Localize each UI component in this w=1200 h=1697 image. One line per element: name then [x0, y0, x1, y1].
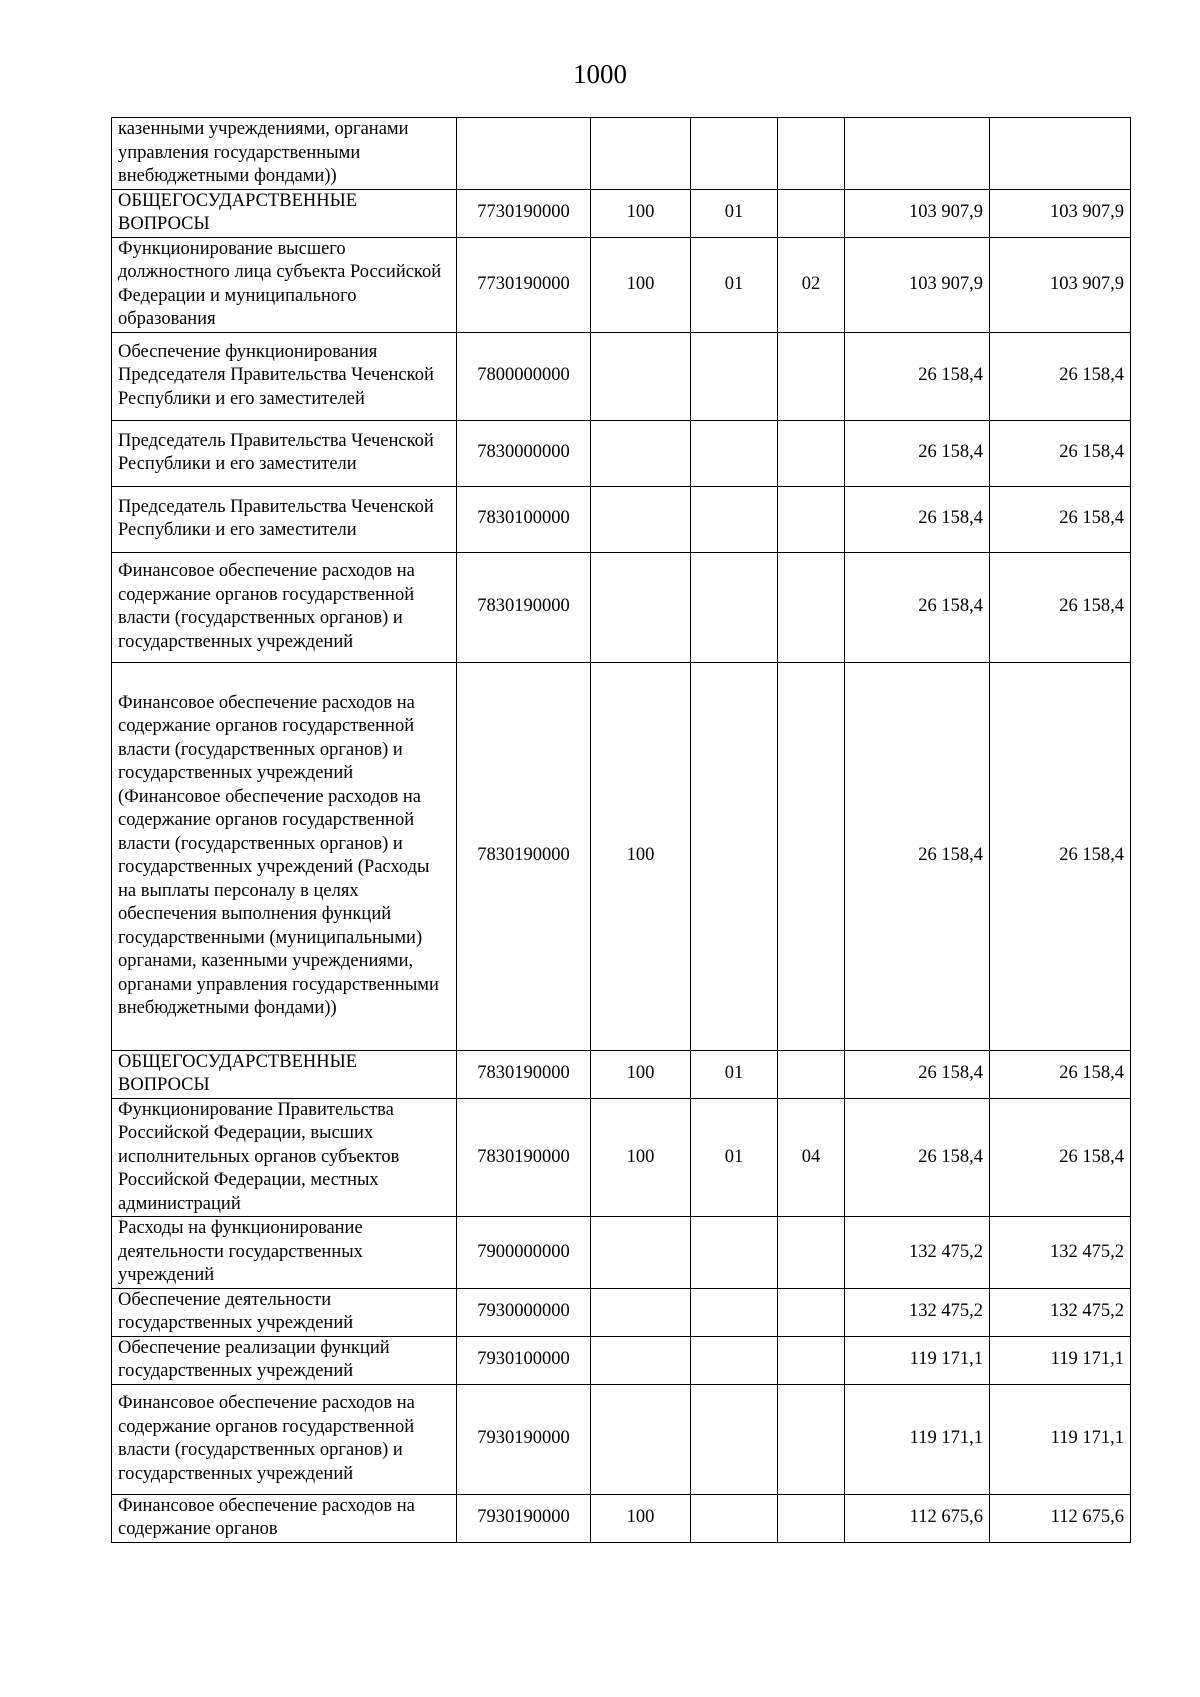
- row-target-code: 7830190000: [457, 552, 591, 662]
- row-section: [691, 332, 778, 420]
- table-row: [112, 552, 1131, 662]
- row-sum-year-2: 26 158,4: [990, 1098, 1131, 1217]
- row-sum-year-1: 119 171,1: [845, 1336, 990, 1384]
- row-sum-year-2: 103 907,9: [990, 189, 1131, 237]
- row-sum-year-2: [990, 118, 1131, 190]
- row-sum-year-1: 26 158,4: [845, 332, 990, 420]
- row-target-code: 7930190000: [457, 1384, 591, 1494]
- row-name: Обеспечение деятельности государственных учреждений: [112, 1288, 457, 1336]
- row-name: Финансовое обеспечение расходов на содержание органов государственной власти (государственных органов) и государственных учреждений (Финансовое обеспечение расходов на содержание органов государственной власти (государственных органов) и государственных учреждений (Расходы на выплаты персоналу в целях обеспечения выполнения функций государственными (муниципальными) органами, казенными учреждениями, органами управления государственными внебюджетными фондами)): [112, 662, 457, 1050]
- row-expense-type: [591, 332, 691, 420]
- row-section: 01: [691, 189, 778, 237]
- row-expense-type: [591, 1288, 691, 1336]
- row-expense-type: 100: [591, 1098, 691, 1217]
- row-subsection: [778, 1384, 845, 1494]
- table-row: [112, 1217, 1131, 1289]
- row-section: 01: [691, 237, 778, 332]
- table-row: [112, 1384, 1131, 1494]
- table-row: [112, 662, 1131, 1050]
- row-sum-year-2: 26 158,4: [990, 486, 1131, 552]
- row-sum-year-1: 26 158,4: [845, 662, 990, 1050]
- row-name: Финансовое обеспечение расходов на содержание органов государственной власти (государственных органов) и государственных учреждений: [112, 552, 457, 662]
- row-section: [691, 662, 778, 1050]
- row-sum-year-2: 132 475,2: [990, 1217, 1131, 1289]
- row-name: Функционирование высшего должностного лица субъекта Российской Федерации и муниципального образования: [112, 237, 457, 332]
- row-target-code: 7730190000: [457, 189, 591, 237]
- table-row: [112, 1336, 1131, 1384]
- row-section: [691, 1217, 778, 1289]
- row-sum-year-1: [845, 118, 990, 190]
- row-expense-type: [591, 1384, 691, 1494]
- row-subsection: [778, 486, 845, 552]
- row-expense-type: [591, 118, 691, 190]
- row-target-code: 7800000000: [457, 332, 591, 420]
- table-row: [112, 486, 1131, 552]
- row-section: [691, 1494, 778, 1542]
- row-section: 01: [691, 1050, 778, 1098]
- row-sum-year-2: 26 158,4: [990, 1050, 1131, 1098]
- row-target-code: 7830190000: [457, 1098, 591, 1217]
- row-sum-year-1: 103 907,9: [845, 189, 990, 237]
- row-section: [691, 1288, 778, 1336]
- row-target-code: 7930190000: [457, 1494, 591, 1542]
- row-sum-year-2: 26 158,4: [990, 420, 1131, 486]
- row-target-code: [457, 118, 591, 190]
- row-section: [691, 486, 778, 552]
- row-name: Обеспечение реализации функций государственных учреждений: [112, 1336, 457, 1384]
- row-sum-year-2: 132 475,2: [990, 1288, 1131, 1336]
- row-subsection: [778, 189, 845, 237]
- row-subsection: [778, 332, 845, 420]
- row-expense-type: 100: [591, 237, 691, 332]
- budget-table: [111, 117, 1131, 1543]
- row-subsection: [778, 1217, 845, 1289]
- table-row: [112, 420, 1131, 486]
- row-sum-year-2: 119 171,1: [990, 1336, 1131, 1384]
- row-subsection: [778, 662, 845, 1050]
- row-name: Функционирование Правительства Российской Федерации, высших исполнительных органов субъектов Российской Федерации, местных администраций: [112, 1098, 457, 1217]
- row-subsection: 02: [778, 237, 845, 332]
- table-row: [112, 118, 1131, 190]
- row-sum-year-1: 103 907,9: [845, 237, 990, 332]
- row-name: Финансовое обеспечение расходов на содержание органов: [112, 1494, 457, 1542]
- row-sum-year-1: 132 475,2: [845, 1217, 990, 1289]
- row-name: Финансовое обеспечение расходов на содержание органов государственной власти (государственных органов) и государственных учреждений: [112, 1384, 457, 1494]
- row-sum-year-2: 119 171,1: [990, 1384, 1131, 1494]
- row-target-code: 7830000000: [457, 420, 591, 486]
- row-sum-year-1: 112 675,6: [845, 1494, 990, 1542]
- table-row: [112, 1098, 1131, 1217]
- row-expense-type: 100: [591, 189, 691, 237]
- row-section: [691, 420, 778, 486]
- row-subsection: [778, 420, 845, 486]
- row-subsection: [778, 118, 845, 190]
- table-row: [112, 332, 1131, 420]
- row-subsection: 04: [778, 1098, 845, 1217]
- row-name: Расходы на функционирование деятельности государственных учреждений: [112, 1217, 457, 1289]
- row-sum-year-1: 26 158,4: [845, 1050, 990, 1098]
- row-sum-year-2: 103 907,9: [990, 237, 1131, 332]
- row-name: ОБЩЕГОСУДАРСТВЕННЫЕ ВОПРОСЫ: [112, 1050, 457, 1098]
- row-target-code: 7830190000: [457, 662, 591, 1050]
- row-name: ОБЩЕГОСУДАРСТВЕННЫЕ ВОПРОСЫ: [112, 189, 457, 237]
- table-row: [112, 1050, 1131, 1098]
- row-expense-type: 100: [591, 1050, 691, 1098]
- row-target-code: 7830190000: [457, 1050, 591, 1098]
- row-sum-year-2: 26 158,4: [990, 332, 1131, 420]
- row-sum-year-1: 26 158,4: [845, 1098, 990, 1217]
- table-row: [112, 237, 1131, 332]
- row-subsection: [778, 1336, 845, 1384]
- row-subsection: [778, 552, 845, 662]
- table-row: [112, 1494, 1131, 1542]
- budget-table-body: [112, 118, 1131, 1543]
- row-expense-type: 100: [591, 1494, 691, 1542]
- row-section: [691, 552, 778, 662]
- row-sum-year-1: 26 158,4: [845, 486, 990, 552]
- row-sum-year-1: 119 171,1: [845, 1384, 990, 1494]
- row-section: [691, 118, 778, 190]
- page-number: 1000: [573, 59, 627, 89]
- row-sum-year-2: 26 158,4: [990, 662, 1131, 1050]
- row-target-code: 7830100000: [457, 486, 591, 552]
- row-section: [691, 1384, 778, 1494]
- row-expense-type: 100: [591, 662, 691, 1050]
- row-target-code: 7930100000: [457, 1336, 591, 1384]
- table-row: [112, 189, 1131, 237]
- row-sum-year-1: 26 158,4: [845, 420, 990, 486]
- row-sum-year-1: 132 475,2: [845, 1288, 990, 1336]
- row-section: 01: [691, 1098, 778, 1217]
- row-name: Председатель Правительства Чеченской Республики и его заместители: [112, 420, 457, 486]
- row-target-code: 7730190000: [457, 237, 591, 332]
- row-name: Обеспечение функционирования Председателя Правительства Чеченской Республики и его заместителей: [112, 332, 457, 420]
- row-name: казенными учреждениями, органами управления государственными внебюджетными фондами)): [112, 118, 457, 190]
- row-expense-type: [591, 420, 691, 486]
- row-subsection: [778, 1050, 845, 1098]
- row-subsection: [778, 1288, 845, 1336]
- row-expense-type: [591, 1336, 691, 1384]
- row-section: [691, 1336, 778, 1384]
- row-expense-type: [591, 1217, 691, 1289]
- row-expense-type: [591, 486, 691, 552]
- row-sum-year-1: 26 158,4: [845, 552, 990, 662]
- row-sum-year-2: 112 675,6: [990, 1494, 1131, 1542]
- row-sum-year-2: 26 158,4: [990, 552, 1131, 662]
- row-target-code: 7900000000: [457, 1217, 591, 1289]
- row-target-code: 7930000000: [457, 1288, 591, 1336]
- row-subsection: [778, 1494, 845, 1542]
- row-name: Председатель Правительства Чеченской Республики и его заместители: [112, 486, 457, 552]
- row-expense-type: [591, 552, 691, 662]
- table-row: [112, 1288, 1131, 1336]
